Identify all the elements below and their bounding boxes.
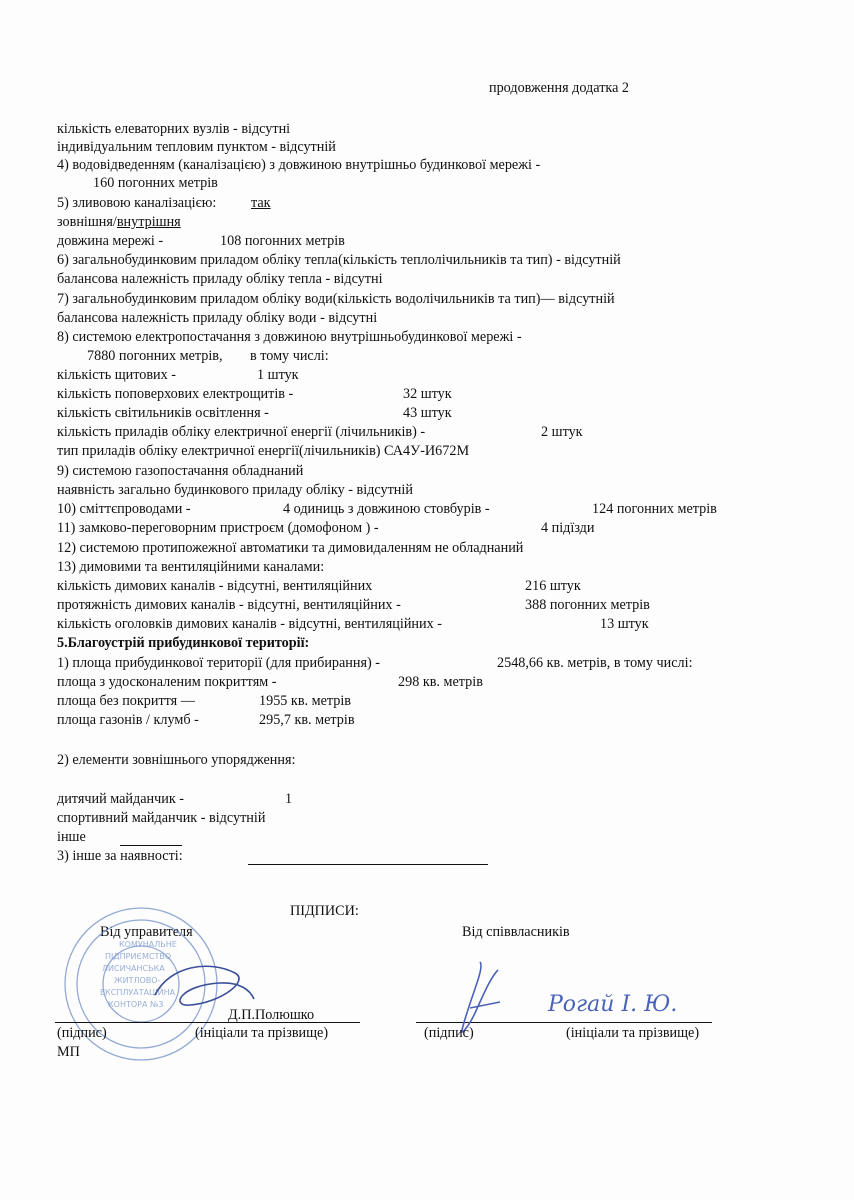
line-electric-length: 7880 погонних метрів, [87,348,223,364]
line-electric: 8) системою електропостачання з довжиною внутрішньобудинкової мережі - [57,329,522,345]
line-water-balance: балансова належність приладу обліку води - відсутні [57,310,378,326]
continuation-header: продовження додатка 2 [489,80,630,96]
line-heat-meter: 6) загальнобудинковим приладом обліку тепла(кількість теплолічильників та тип) - відсутній [57,252,621,268]
line-network-label: довжина мережі - [57,233,164,249]
mp-label: МП [57,1044,80,1060]
line-intercom-value: 4 підїзди [541,520,595,536]
line-meters-value: 2 штук [541,424,583,440]
line-lights-value: 43 штук [403,405,452,421]
line-lawn-label: площа газонів / клумб - [57,712,199,728]
line-network-value: 108 погонних метрів [220,233,345,249]
svg-text:ПІДПРИЄМСТВО: ПІДПРИЄМСТВО [105,952,172,961]
line-vent-length-label: протяжність димових каналів - відсутні, вентиляційних - [57,597,401,613]
line-lights-label: кількість світильників освітлення - [57,405,269,421]
line-floor-panels-value: 32 штук [403,386,452,402]
line-territory-label: 1) площа прибудинкової території (для прибирання) - [57,655,381,671]
line-gas: 9) системою газопостачання обладнаний [57,463,304,479]
section-title-territory: 5.Благоустрій прибудинкової території: [57,635,310,651]
line-electric-incl: в тому числі: [250,348,329,364]
line-meter-type: тип приладів обліку електричної енергії(лічильників) СА4У-И672М [57,443,470,459]
left-sign-label: (підпис) [57,1025,107,1041]
line-panels-value: 1 штук [257,367,299,383]
other-underline [120,845,182,846]
line-fire: 12) системою протипожежної автоматики та димовидаленням не обладнаний [57,540,524,556]
line-lawn-value: 295,7 кв. метрів [259,712,355,728]
line-other: інше [57,829,86,845]
line-storm-label: 5) зливовою каналізацією: [57,195,217,211]
signatures-title: ПІДПИСИ: [290,903,359,919]
line-chutes-count: 4 одиниць з довжиною стовбурів - [283,501,490,517]
right-name-label: (ініціали та прізвище) [566,1025,700,1041]
line-playground-value: 1 [285,791,293,807]
line-heat-balance: балансова належність приладу обліку тепла - відсутні [57,271,383,287]
line-panels-label: кількість щитових - [57,367,177,383]
svg-text:ЕКСПЛУАТАЦІЙНА: ЕКСПЛУАТАЦІЙНА [100,988,176,997]
line-sportground: спортивний майданчик - відсутній [57,810,266,826]
line-playground-label: дитячий майданчик - [57,791,184,807]
line-vent-count-value: 216 штук [525,578,581,594]
left-name-label: (ініціали та прізвище) [195,1025,329,1041]
manager-signature [150,955,260,1015]
line-paved-value: 298 кв. метрів [398,674,483,690]
line-other-available: 3) інше за наявності: [57,848,183,864]
line-chutes-label: 10) сміттєпроводами - [57,501,191,517]
line-intercom-label: 11) замково-переговорним пристроєм (домофоном ) - [57,520,379,536]
line-floor-panels-label: кількість поповерхових електрощитів - [57,386,294,402]
svg-text:КОМУНАЛЬНЕ: КОМУНАЛЬНЕ [119,940,177,949]
line-vent-count-label: кількість димових каналів - відсутні, вентиляційних [57,578,373,594]
svg-text:ЖИТЛОВО-: ЖИТЛОВО- [114,976,161,985]
line-sewerage-length: 160 погонних метрів [93,175,218,191]
line-elevator: кількість елеваторних вузлів - відсутні [57,121,291,137]
line-heat-point: індивідуальним тепловим пунктом - відсутній [57,139,336,155]
other-available-underline [248,864,488,865]
line-storm-value: так [251,195,271,211]
right-sign-label: (підпис) [424,1025,474,1041]
line-vent-length-value: 388 погонних метрів [525,597,650,613]
line-vent-heads-value: 13 штук [600,616,649,632]
line-meters-label: кількість приладів обліку електричної енергії (лічильників) - [57,424,426,440]
line-chutes-length: 124 погонних метрів [592,501,717,517]
manager-name: Д.П.Полюшко [228,1007,315,1023]
svg-text:КОНТОРА №3: КОНТОРА №3 [108,1000,164,1009]
line-territory-value: 2548,66 кв. метрів, в тому числі: [497,655,693,671]
line-sewerage: 4) водовідведенням (каналізацією) з довжиною внутрішньо будинкової мережі - [57,157,541,173]
line-external-elements: 2) елементи зовнішнього упорядження: [57,752,296,768]
line-internal: внутрішня [116,214,181,230]
line-external: зовнішня/внутрішня [57,214,181,230]
from-owners-label: Від співвласників [462,924,570,940]
line-channels: 13) димовими та вентиляційними каналами: [57,559,325,575]
line-unpaved-value: 1955 кв. метрів [259,693,351,709]
svg-text:ЛИСИЧАНСЬКА: ЛИСИЧАНСЬКА [102,964,165,973]
line-water-meter: 7) загальнобудинковим приладом обліку води(кількість водолічильників та тип)— відсутній [57,291,615,307]
line-gas-meter: наявність загально будинкового приладу обліку - відсутній [57,482,413,498]
from-manager-label: Від управителя [100,924,193,940]
owner-handwritten-name: Рогай І. Ю. [548,992,678,1017]
line-paved-label: площа з удосконаленим покриттям - [57,674,277,690]
line-vent-heads-label: кількість оголовків димових каналів - відсутні, вентиляційних - [57,616,442,632]
left-signature-line [55,1022,360,1023]
line-unpaved-label: площа без покриття — [57,693,195,709]
